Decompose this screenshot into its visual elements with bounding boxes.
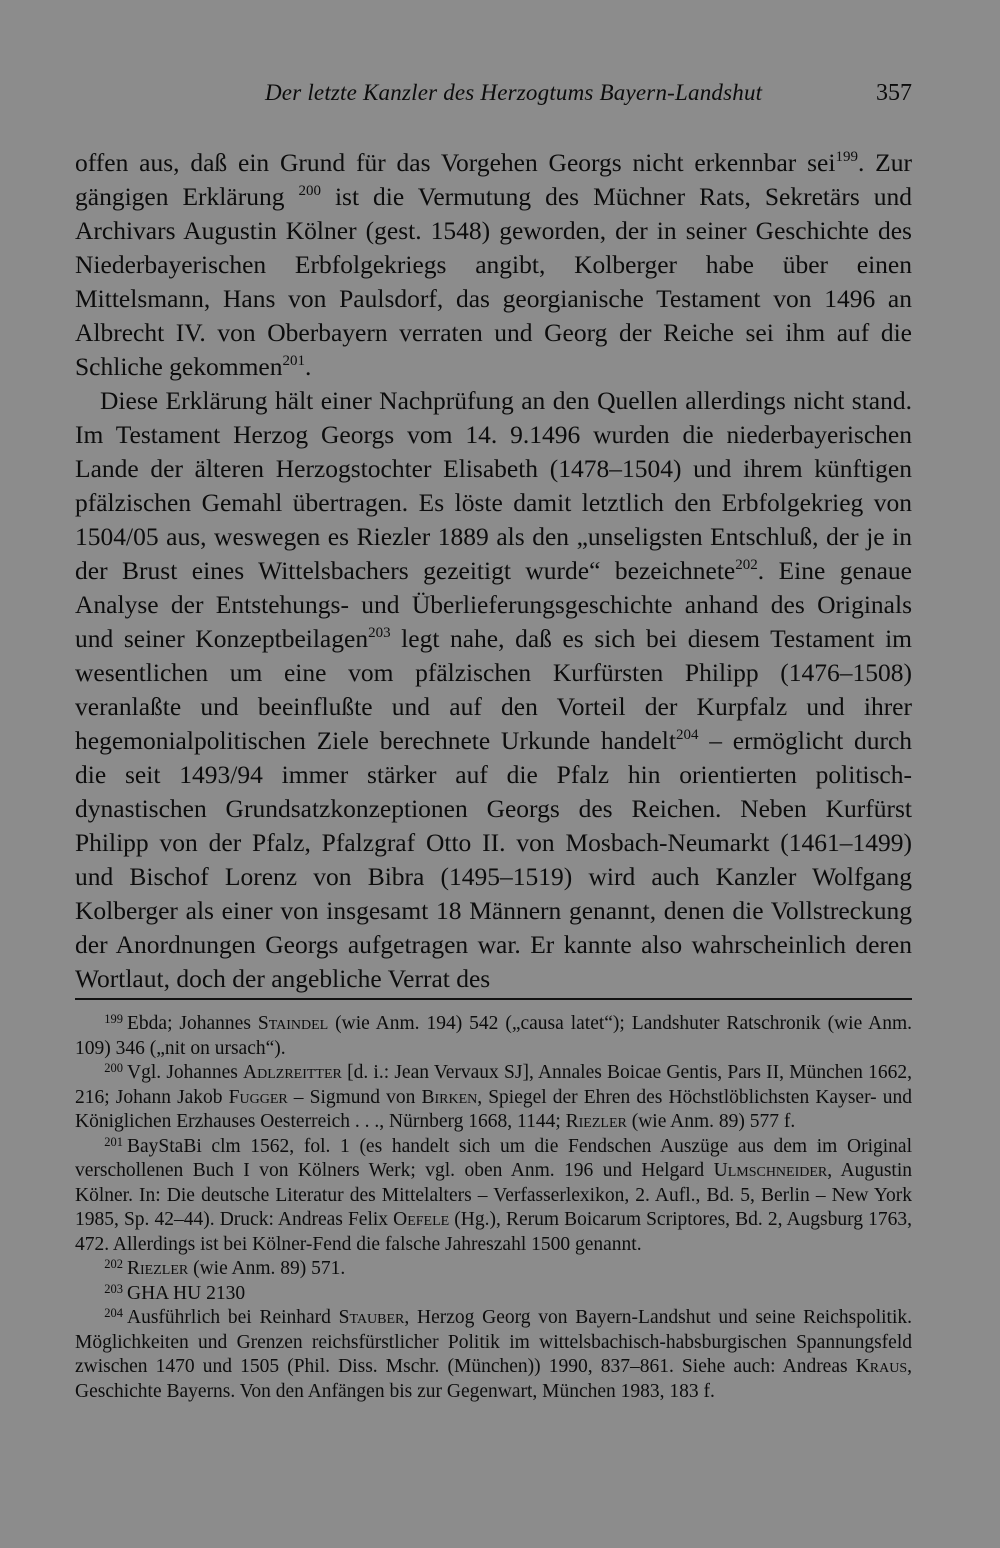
footnote-separator: [75, 998, 912, 1000]
main-text: [75, 146, 912, 996]
running-title: Der letzte Kanzler des Herzogtums Bayern-Landshut: [265, 80, 763, 105]
page-header: [75, 80, 912, 120]
footnotes: [75, 1012, 912, 1404]
footnote-203: 203 GHA HU 2130: [104, 1281, 246, 1304]
footnote-202: 202 Riezler (wie Anm. 89) 571.: [104, 1257, 346, 1279]
footnote-204: 204 Ausführlich bei Reinhard Stauber, Herzog Georg von Bayern-Landshut und seine Reichspolitik. Möglichkeiten und Grenzen reichsfürstlicher Politik im wittelsbachisch-habsburgischen Spannungsfeld zwischen 1470 und 1505 (Phil. Diss. Mschr. (München)) 1990, 837–861. Siehe auch: Andreas Kraus, Geschichte Bayerns. Von den Anfängen bis zur Gegenwart, München 1983, 183 f.: [75, 1306, 913, 1402]
footnote-ref-201: 201: [282, 353, 305, 369]
footnote-ref-202: 202: [735, 557, 758, 573]
paragraph-1: offen aus, daß ein Grund für das Vorgehen Georgs nicht erkennbar sei$^{199}$. Zur gängigen Erklärung $^{200}$ ist die Vermutung des Müchner Rats, Sekretärs und Archivars Augustin Kölner (gest. 1548) geworden, der in seiner Geschichte des Niederbayerischen Erbfolgekriegs angibt, Kolberger habe über einen Mittelsmann, Hans von Paulsdorf, das georgianische Testament von 1496 an Albrecht IV. von Oberbayern verraten und Georg der Reiche sei ihm auf die Schliche gekommen$^{201}$.: [75, 148, 912, 381]
page-number: 357: [876, 80, 912, 106]
footnote-201: 201 BayStaBi clm 1562, fol. 1 (es handelt sich um die Fendschen Auszüge aus dem im Original verschollenen Buch I von Kölners Werk; vgl. oben Anm. 196 und Helgard Ulmschneider, Augustin Kölner. In: Die deutsche Literatur des Mittelalters – Verfasserlexikon, 2. Aufl., Bd. 5, Berlin – New York 1985, Sp. 42–44). Druck: Andreas Felix Oefele (Hg.), Rerum Boicarum Scriptores, Bd. 2, Augsburg 1763, 472. Allerdings ist bei Kölner-Fend die falsche Jahreszahl 1500 genannt.: [75, 1134, 912, 1255]
paragraph-2: Diese Erklärung hält einer Nachprüfung an den Quellen allerdings nicht stand. Im Testament Herzog Georgs vom 14. 9.1496 wurden die niederbayerischen Lande der älteren Herzogstochter Elisabeth (1478–1504) und ihrem künftigen pfälzischen Gemahl übertragen. Es löste damit letztlich den Erbfolgekrieg von 1504/05 aus, weswegen es Riezler 1889 als den „unseligsten Entschluß, der je in der Brust eines Wittelsbachers gezeitigt wurde“ bezeichnete$^{202}$. Eine genaue Analyse der Entstehungs- und Überlieferungsgeschichte anhand des Originals und seiner Konzeptbeilagen$^{203}$ legt nahe, daß es sich bei diesem Testament im wesentlichen um eine vom pfälzischen Kurfürsten Philipp (1476–1508) veranlaßte und beeinflußte und auf den Vorteil der Kurpfalz und ihrer hegemonialpolitischen Ziele berechnete Urkunde handelt$^{204}$ – ermöglicht durch die seit 1493/94 immer stärker auf die Pfalz hin orientierten politisch-dynastischen Grundsatzkonzeptionen Georgs des Reichen. Neben Kurfürst Philipp von der Pfalz, Pfalzgraf Otto II. von Mosbach-Neumarkt (1461–1499) und Bischof Lorenz von Bibra (1495–1519) wird auch Kanzler Wolfgang Kolberger als einer von insgesamt 18 Männern genannt, denen die Vollstreckung der Anordnungen Georgs aufgetragen war. Er kannte also wahrscheinlich deren Wortlaut, doch der angebliche Verrat des: [75, 386, 913, 993]
footnote-ref-203: 203: [368, 625, 391, 641]
footnote-ref-200: 200: [298, 183, 321, 199]
footnote-199: 199 Ebda; Johannes Staindel (wie Anm. 194) 542 („causa latet“); Landshuter Ratschronik (wie Anm. 109) 346 („nit on ursach“).: [75, 1012, 912, 1059]
footnote-ref-199: 199: [835, 149, 858, 165]
footnote-ref-204: 204: [675, 727, 699, 743]
footnote-200: 200 Vgl. Johannes Adlzreitter [d. i.: Jean Vervaux SJ], Annales Boicae Gentis, Pars II, München 1662, 216; Johann Jakob Fugger – Sigmund von Birken, Spiegel der Ehren des Höchstlöblichsten Kayser- und Königlichen Erzhauses Oesterreich . . ., Nürnberg 1668, 1144; Riezler (wie Anm. 89) 577 f.: [75, 1061, 912, 1132]
